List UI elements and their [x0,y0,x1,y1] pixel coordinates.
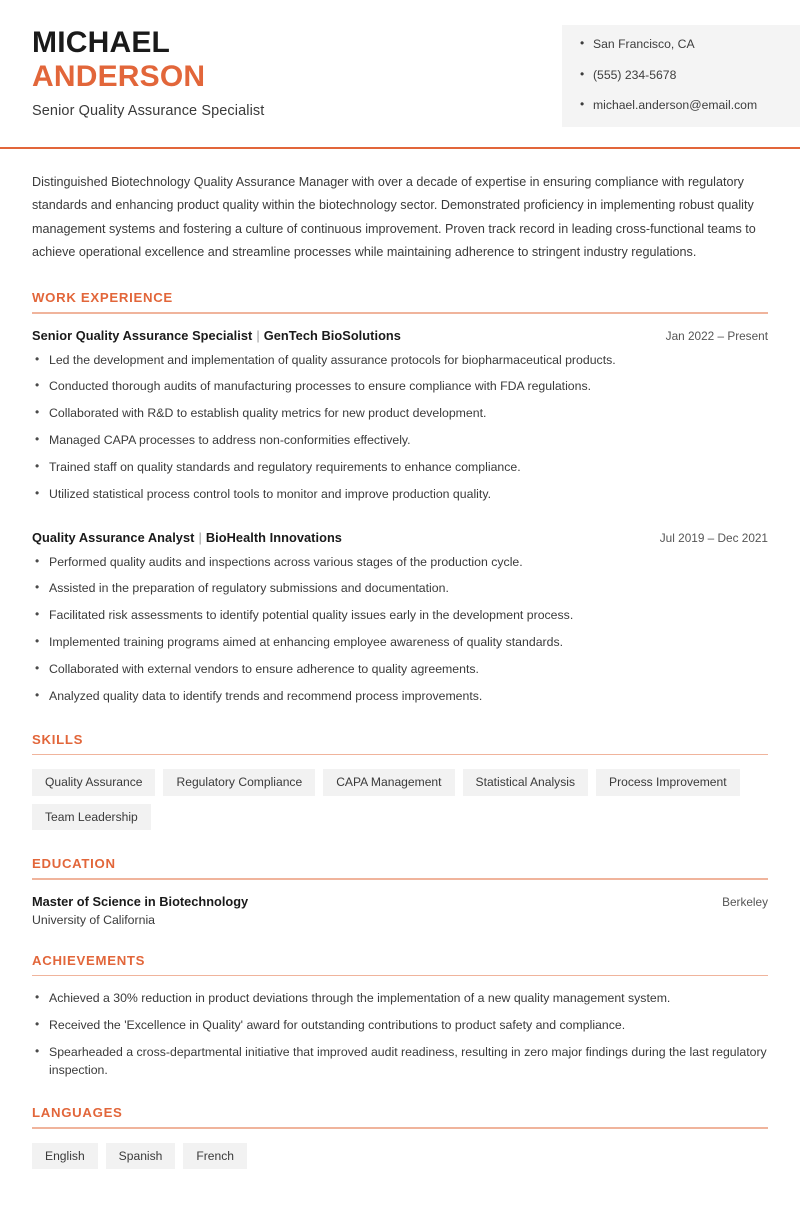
experience-date: Jan 2022 – Present [665,328,768,343]
section-rule [32,754,768,756]
title-separator: | [256,327,260,343]
experience-bullets [32,554,768,706]
experience-entry-head [32,328,768,343]
languages-chip-list [32,1143,768,1170]
section-skills [32,732,768,831]
contact-phone [580,68,786,83]
resume-content [0,171,800,1209]
language-chip: French [183,1143,247,1170]
section-rule [32,975,768,977]
section-achievements [32,953,768,1080]
section-rule [32,312,768,314]
skill-chip: Statistical Analysis [463,769,588,796]
achievements-bullets [32,990,768,1079]
resume-header [0,0,800,127]
section-work-experience [32,290,768,705]
bullet-item: • Assisted in the preparation of regulatory submissions and documentation. [32,580,768,598]
last-name: ANDERSON [32,59,206,93]
bullet-item: • Collaborated with R&D to establish quality metrics for new product development. [32,405,768,423]
skill-chip: Regulatory Compliance [163,769,315,796]
section-rule [32,878,768,880]
experience-company: BioHealth Innovations [205,529,342,545]
section-title-education: EDUCATION [32,856,116,872]
first-name: MICHAEL [32,26,171,59]
education-school: University of California [32,912,156,927]
education-degree: Master of Science in Biotechnology [32,893,249,909]
experience-title-line [32,328,401,343]
contact-box [562,25,800,127]
contact-list [580,37,786,113]
education-entry-head [32,894,768,909]
bullet-item: • Performed quality audits and inspections across various stages of the production cycle. [32,554,768,572]
experience-company: GenTech BioSolutions [263,327,401,343]
professional-title: Senior Quality Assurance Specialist [32,103,265,120]
section-rule [32,1127,768,1129]
section-languages [32,1105,768,1169]
bullet-item: • Trained staff on quality standards and regulatory requirements to enhance compliance. [32,459,768,477]
experience-entry [32,328,768,504]
section-title-achievements: ACHIEVEMENTS [32,952,146,968]
bullet-item: • Analyzed quality data to identify trends and recommend process improvements. [32,688,768,706]
skill-chip: Quality Assurance [32,769,155,796]
skills-chip-list [32,769,768,830]
contact-location [580,37,786,52]
section-education [32,856,768,927]
contact-location-text: San Francisco, CA [593,37,695,51]
header-identity [0,22,264,119]
experience-entry [32,530,768,706]
education-entry [32,894,768,927]
bullet-item: • Received the 'Excellence in Quality' award for outstanding contributions to product safety and compliance. [32,1017,768,1035]
contact-email-text: michael.anderson@email.com [593,98,758,113]
bottom-spacer [32,1169,768,1209]
bullet-item: • Facilitated risk assessments to identify potential quality issues early in the development process. [32,607,768,625]
experience-bullets [32,352,768,504]
bullet-item: • Conducted thorough audits of manufacturing processes to ensure compliance with FDA regulations. [32,378,768,396]
contact-phone-text: (555) 234-5678 [593,67,677,82]
experience-entry-head [32,530,768,545]
language-chip: Spanish [106,1143,176,1170]
experience-role: Quality Assurance Analyst [32,529,195,545]
bullet-item: • Implemented training programs aimed at enhancing employee awareness of quality standards. [32,634,768,652]
section-title-languages: LANGUAGES [32,1105,123,1121]
skill-chip: CAPA Management [323,769,454,796]
professional-summary: Distinguished Biotechnology Quality Assurance Manager with over a decade of expertise in ensuring compliance with regulatory standards and enhancing product quality within the biotechnology sector. Demonstrated proficiency in implementing robust quality management systems and fostering a culture of continuous improvement. Proven track record in leading cross-functional teams to achieve operational excellence and streamline processes while maintaining adherence to stringent industry regulations. [32,174,756,259]
bullet-item: • Managed CAPA processes to address non-conformities effectively. [32,432,768,450]
section-title-skills: SKILLS [32,731,84,747]
bullet-item: • Achieved a 30% reduction in product deviations through the implementation of a new quality management system. [32,990,768,1008]
bullet-item: • Collaborated with external vendors to ensure adherence to quality agreements. [32,661,768,679]
bullet-item: • Led the development and implementation of quality assurance protocols for biopharmaceutical products. [32,352,768,370]
experience-role: Senior Quality Assurance Specialist [32,327,253,343]
skill-chip: Process Improvement [596,769,740,796]
language-chip: English [32,1143,98,1170]
bullet-item: • Utilized statistical process control tools to monitor and improve production quality. [32,486,768,504]
title-separator: | [198,529,202,545]
contact-email [580,98,786,113]
education-location: Berkeley [722,894,768,909]
header-divider [0,147,800,149]
experience-date: Jul 2019 – Dec 2021 [659,530,768,545]
experience-title-line [32,530,342,545]
section-title-work-experience: WORK EXPERIENCE [32,290,173,306]
bullet-item: • Spearheaded a cross-departmental initiative that improved audit readiness, resulting in zero major findings during the last regulatory inspection. [32,1044,768,1080]
skill-chip: Team Leadership [32,804,151,831]
